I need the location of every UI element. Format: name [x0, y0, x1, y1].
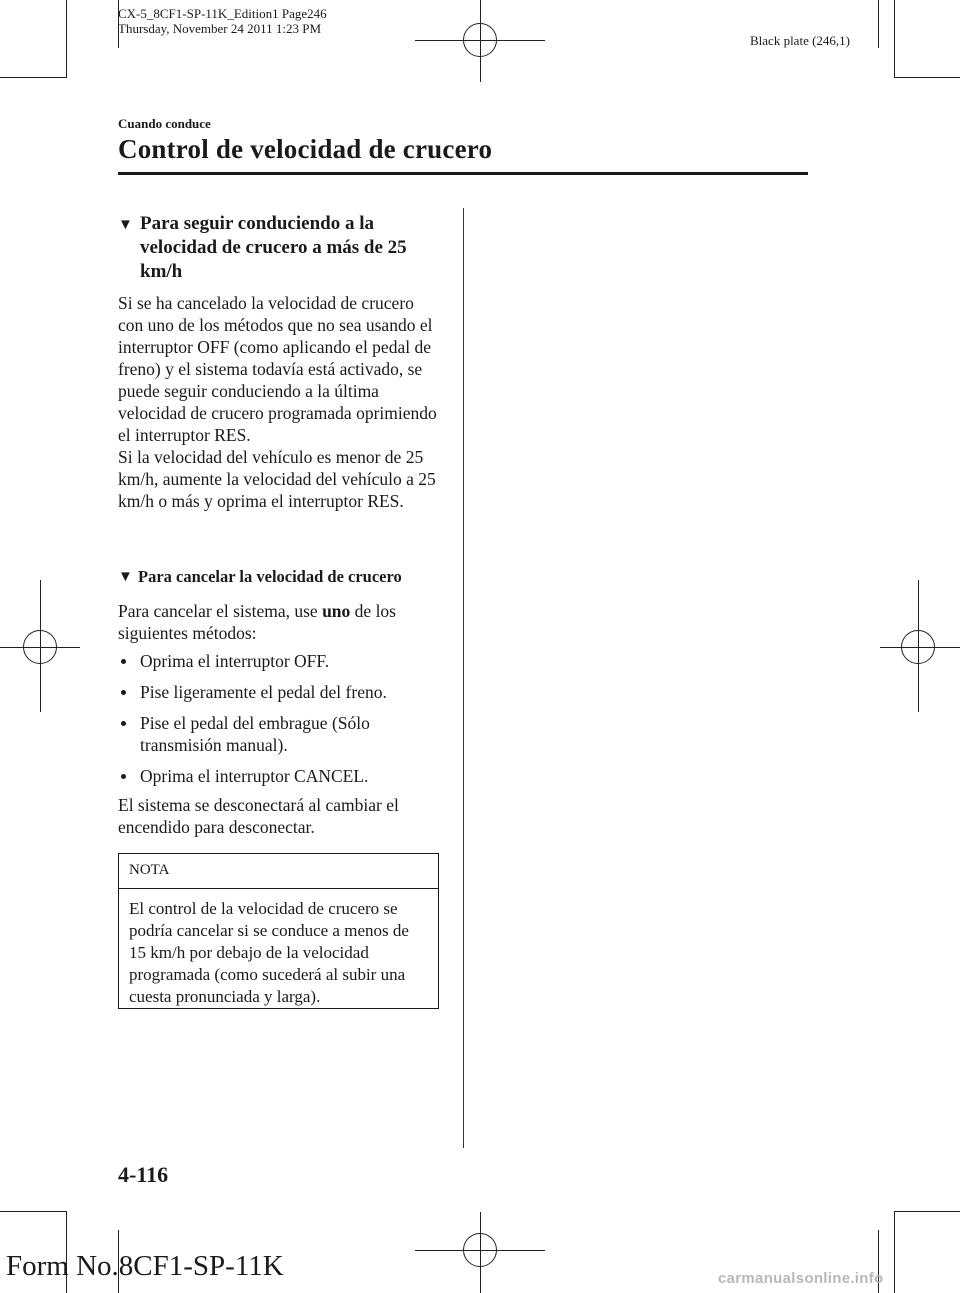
resume-text — [118, 292, 440, 512]
list-item — [118, 765, 440, 787]
cancel-intro-bold: uno — [322, 601, 351, 621]
page-title: Control de velocidad de crucero — [118, 134, 493, 164]
resume-heading-text: Para seguir conduciendo a la velocidad de crucero a más de 25 km/h — [140, 213, 407, 282]
cancel-closing: El sistema se desconectará al cambiar el encendido para desconectar. — [118, 795, 399, 837]
note-title: NOTA — [119, 854, 438, 889]
resume-heading — [118, 212, 440, 284]
list-item — [118, 681, 440, 703]
list-item-text: Oprima el interruptor OFF. — [140, 651, 330, 671]
list-item-text: Pise el pedal del embrague (Sólo transmisión manual). — [140, 713, 370, 755]
section-label: Cuando conduce — [118, 116, 211, 131]
plate-label: Black plate (246,1) — [750, 33, 850, 48]
note-box — [118, 853, 439, 1009]
note-body: El control de la velocidad de crucero se podría cancelar si se conduce a menos de 15 km/h por debajo de la velocidad programada (como sucederá al subir una cuesta pronunciada y larga). — [129, 899, 409, 1006]
triangle-bullet-icon: ▼ — [118, 217, 133, 233]
cancel-methods-list — [118, 650, 440, 796]
cancel-intro-before: Para cancelar el sistema, use — [118, 601, 323, 621]
page-number: 4-116 — [118, 1162, 169, 1187]
cancel-intro — [118, 600, 440, 644]
list-item-text: Pise ligeramente el pedal del freno. — [140, 682, 387, 702]
cancel-heading-text: Para cancelar la velocidad de crucero — [138, 567, 402, 586]
list-item — [118, 650, 440, 672]
resume-para1: Si se ha cancelado la velocidad de crucero con uno de los métodos que no sea usando el interruptor OFF (como aplicando el pedal de freno) y el sistema todavía está activado, se puede seguir conduciendo a la última velocidad de crucero programada oprimiendo el interruptor RES. — [118, 293, 437, 445]
print-header — [118, 6, 327, 36]
form-number: Form No.8CF1-SP-11K — [6, 1250, 284, 1282]
cancel-heading — [118, 566, 440, 588]
watermark: carmanualsonline.info — [718, 1270, 884, 1287]
bullet-icon — [121, 690, 126, 695]
list-item-text: Oprima el interruptor CANCEL. — [140, 766, 369, 786]
list-item — [118, 712, 440, 756]
triangle-bullet-icon: ▼ — [118, 569, 133, 585]
bullet-icon — [121, 721, 126, 726]
print-header-line1: CX-5_8CF1-SP-11K_Edition1 Page246 — [118, 6, 327, 21]
print-header-line2: Thursday, November 24 2011 1:23 PM — [118, 21, 322, 36]
cancel-intro-after: de los siguientes métodos: — [118, 601, 396, 643]
bullet-icon — [121, 774, 126, 779]
bullet-icon — [121, 659, 126, 664]
title-rule — [118, 172, 808, 175]
column-divider — [463, 208, 464, 1148]
resume-para2: Si la velocidad del vehículo es menor de 25 km/h, aumente la velocidad del vehículo a 25 km/h o más y oprima el interruptor RES. — [118, 447, 436, 511]
